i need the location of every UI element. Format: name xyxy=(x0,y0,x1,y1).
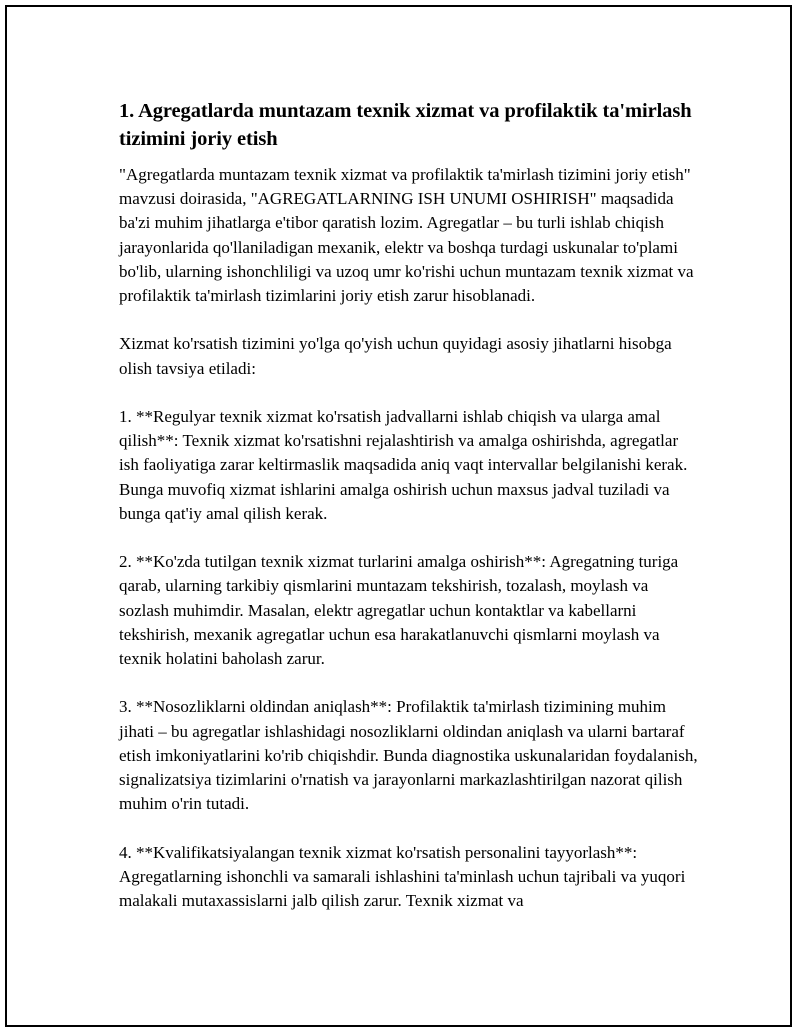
list-item-2: 2. **Ko'zda tutilgan texnik xizmat turlarini amalga oshirish**: Agregatning turiga qarab, ularning tarkibiy qismlarini muntazam tekshirish, tozalash, moylash va sozlash muhimdir. Masalan, elektr agregatlar uchun kontaktlar va kabellarni tekshirish, mexanik agregatlar uchun esa harakatlanuvchi qismlarni moylash va texnik holatini baholash zarur. xyxy=(119,552,679,669)
recommendation-paragraph: Xizmat ko'rsatish tizimini yo'lga qo'yish uchun quyidagi asosiy jihatlarni hisobga olish tavsiya etiladi: xyxy=(119,334,672,378)
document-content xyxy=(119,97,699,913)
intro-paragraph: "Agregatlarda muntazam texnik xizmat va profilaktik ta'mirlash tizimini joriy etish" mavzusi doirasida, "AGREGATLARNING ISH UNUMI OSHIRISH" maqsadida ba'zi muhim jihatlarga e'tibor qaratish lozim. Agregatlar – bu turli ishlab chiqish jarayonlarida qo'llaniladigan mexanik, elektr va boshqa turdagi uskunalar to'plami bo'lib, ularning ishonchliligi va uzoq umr ko'rishi uchun muntazam texnik xizmat va profilaktik ta'mirlash tizimlarini joriy etish zarur hisoblanadi. xyxy=(119,165,694,306)
list-item-4: 4. **Kvalifikatsiyalangan texnik xizmat ko'rsatish personalini tayyorlash**: Agregatlarning ishonchli va samarali ishlashini ta'minlash uchun tajribali va yuqori malakali mutaxassislarni jalb qilish zarur. Texnik xizmat va xyxy=(119,842,686,911)
list-item-3: 3. **Nosozliklarni oldindan aniqlash**: Profilaktik ta'mirlash tizimining muhim jihati – bu agregatlar ishlashidagi nosozliklarni oldindan aniqlash va ularni bartaraf etish imkoniyatlarini ko'rib chiqishdir. Bunda diagnostika uskunalaridan foydalanish, signalizatsiya tizimlarini o'rnatish va jarayonlarni markazlashtirilgan nazorat qilish muhim o'rin tutadi. xyxy=(119,697,698,814)
section-heading: 1. Agregatlarda muntazam texnik xizmat va profilaktik ta'mirlash tizimini joriy etish xyxy=(119,100,692,150)
list-item-1: 1. **Regulyar texnik xizmat ko'rsatish jadvallarni ishlab chiqish va ularga amal qilish**: Texnik xizmat ko'rsatishni rejalashtirish va amalga oshirishda, agregatlar ish faoliyatiga zarar keltirmaslik maqsadida aniq vaqt intervallar belgilanishi kerak. Bunga muvofiq xizmat ishlarini amalga oshirish uchun maxsus jadval tuziladi va bunga qat'iy amal qilish kerak. xyxy=(119,407,688,523)
document-page xyxy=(5,5,792,1027)
